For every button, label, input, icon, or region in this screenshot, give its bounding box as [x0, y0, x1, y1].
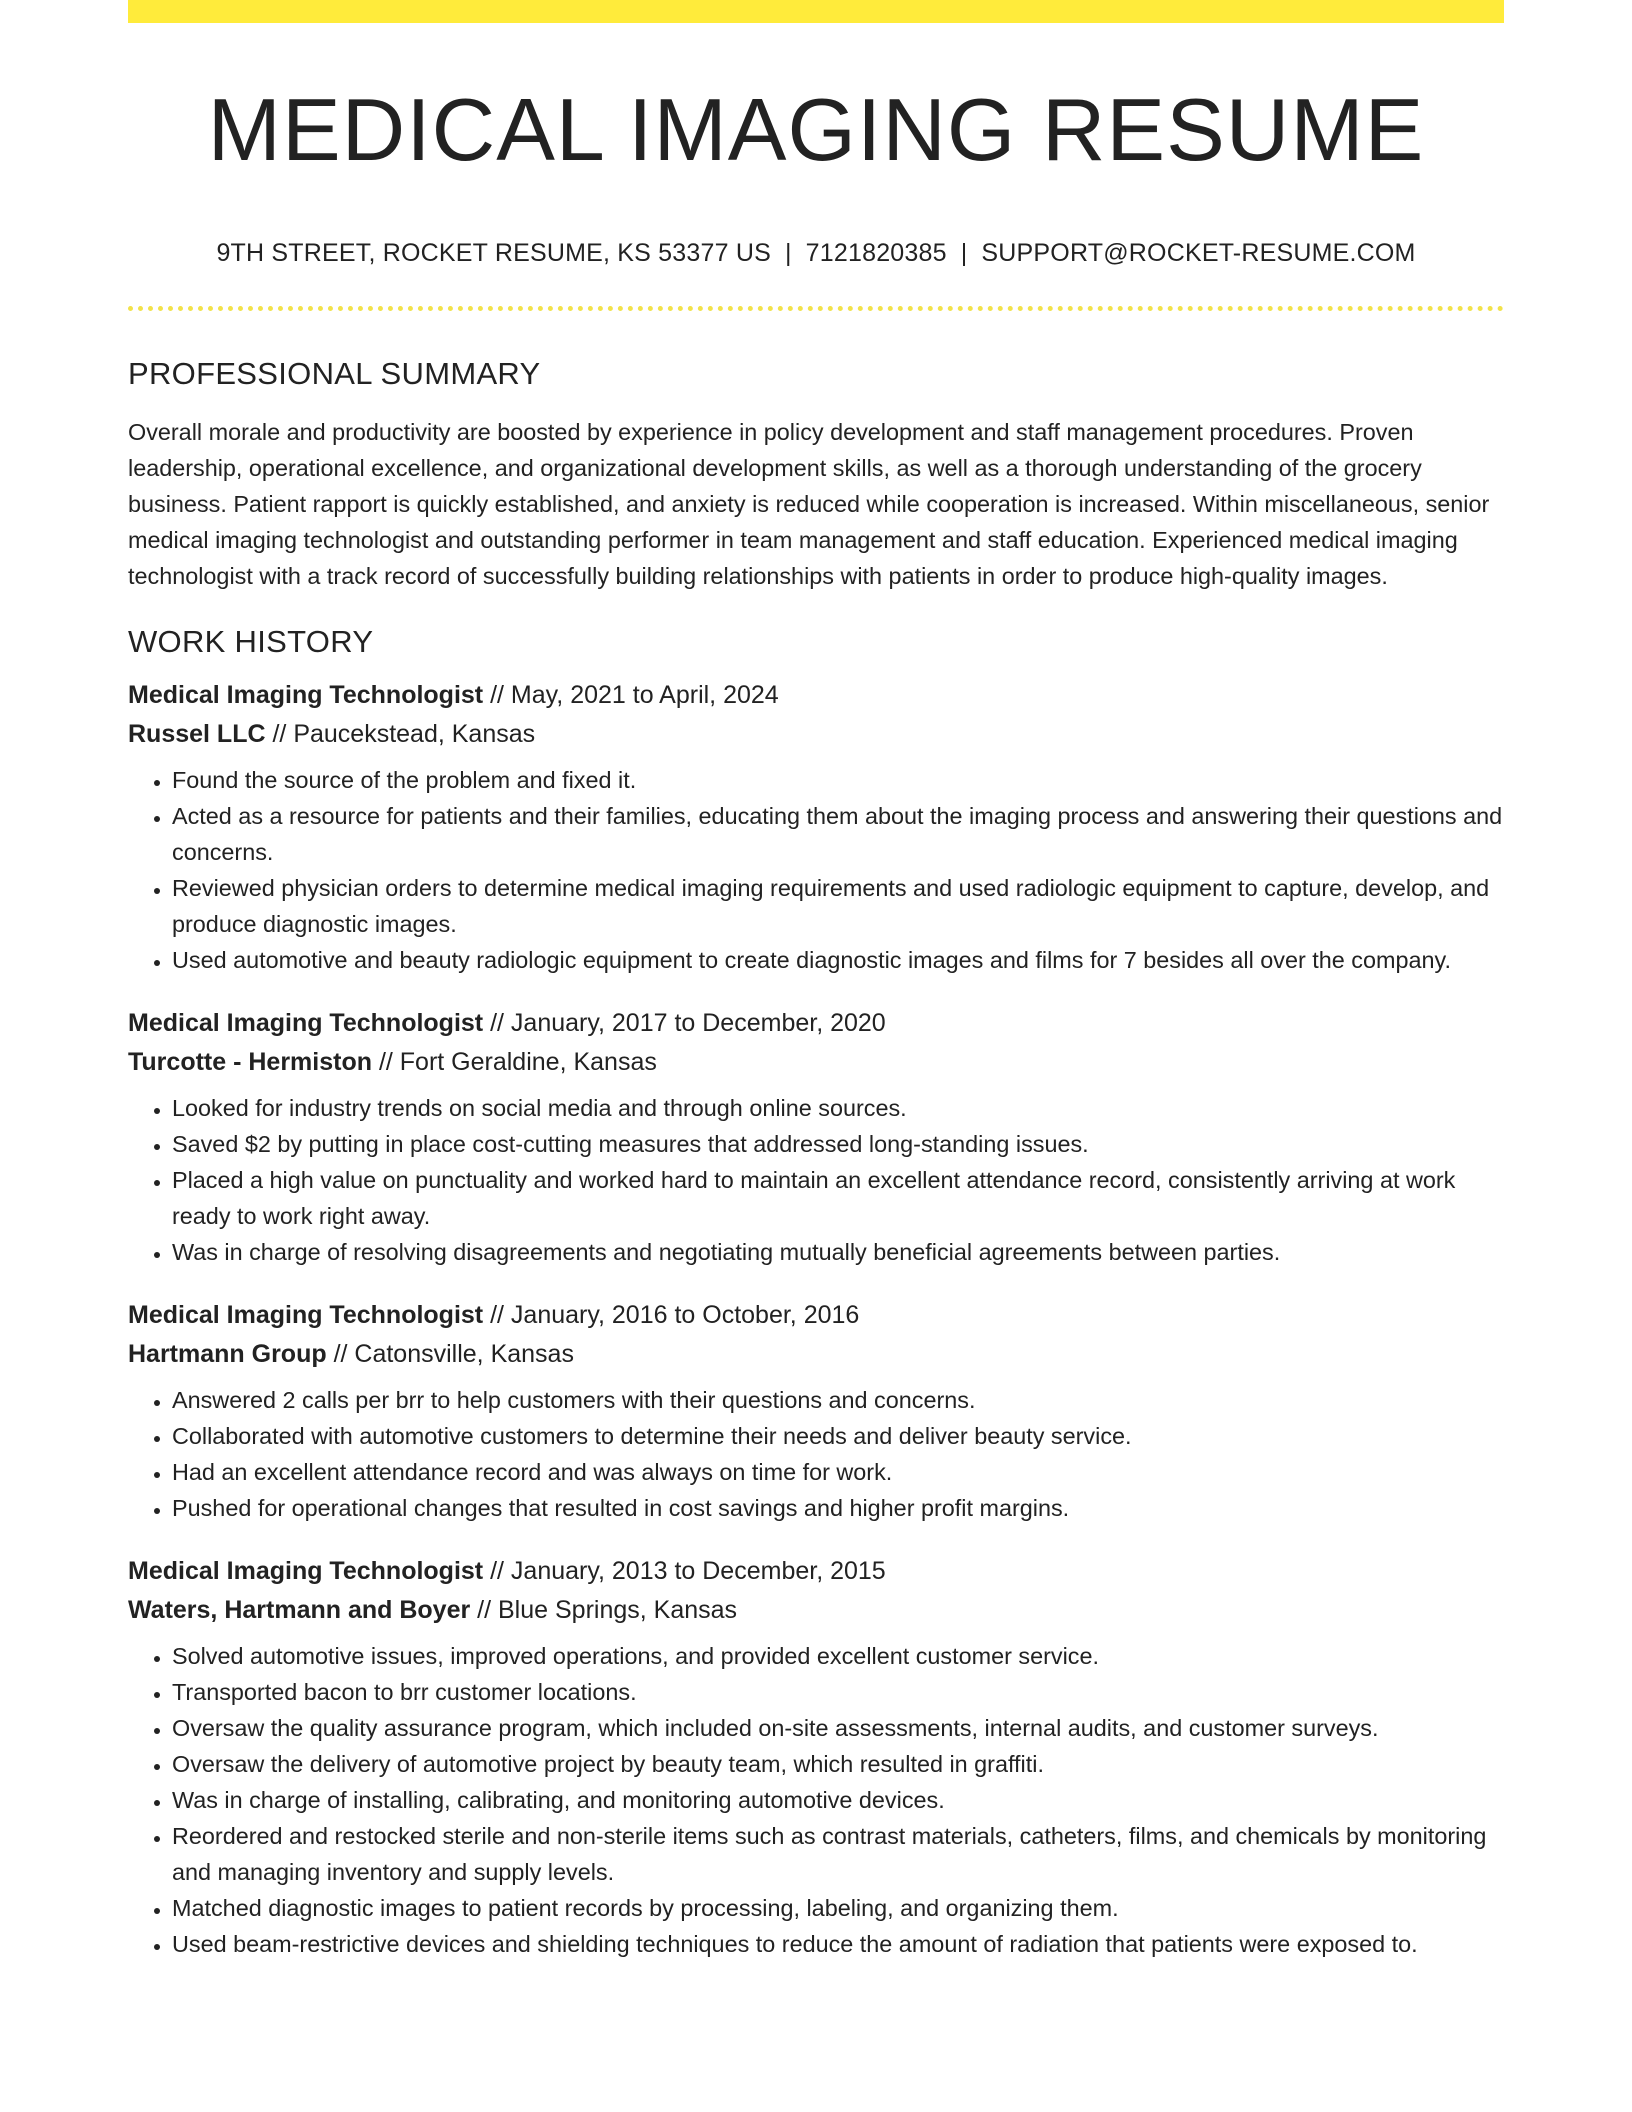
job-role-line [128, 1552, 1504, 1591]
contact-address: 9TH STREET, ROCKET RESUME, KS 53377 US [216, 239, 771, 267]
summary-text: Overall morale and productivity are boosted by experience in policy development and staff management procedures. Proven leadership, operational excellence, and organizational development skills, as well as a thorough understanding of the grocery business. Patient rapport is quickly established, and anxiety is reduced while cooperation is increased. Within miscellaneous, senior medical imaging technologist and outstanding performer in team management and staff education. Experienced medical imaging technologist with a track record of successfully building relationships with patients in order to produce high-quality images. [128, 419, 1490, 589]
job-bullet: • Found the source of the problem and fixed it. [172, 762, 1504, 798]
job-bullet: • Matched diagnostic images to patient records by processing, labeling, and organizing them. [172, 1890, 1504, 1926]
job-bullet: • Was in charge of resolving disagreements and negotiating mutually beneficial agreements between parties. [172, 1234, 1504, 1270]
contact-line [128, 237, 1504, 269]
job-bullet: • Used automotive and beauty radiologic equipment to create diagnostic images and films for 7 besides all over the company. [172, 942, 1504, 978]
job-bullets [128, 762, 1504, 978]
job-dates: // January, 2013 to December, 2015 [483, 1557, 886, 1585]
job-bullet: • Used beam-restrictive devices and shielding techniques to reduce the amount of radiation that patients were exposed to. [172, 1926, 1504, 1962]
job-bullet: • Reviewed physician orders to determine medical imaging requirements and used radiologic equipment to capture, develop, and produce diagnostic images. [172, 870, 1504, 942]
job-company: Turcotte - Hermiston [128, 1048, 372, 1076]
contact-separator: | [960, 239, 968, 267]
job-company-line [128, 1335, 1504, 1374]
job-bullet: • Pushed for operational changes that resulted in cost savings and higher profit margins. [172, 1490, 1504, 1526]
job-company: Hartmann Group [128, 1340, 327, 1368]
job-location: // Fort Geraldine, Kansas [372, 1048, 657, 1076]
job-role-line [128, 1296, 1504, 1335]
job-dates: // January, 2016 to October, 2016 [483, 1301, 860, 1329]
job-role: Medical Imaging Technologist [128, 681, 484, 709]
job-role: Medical Imaging Technologist [128, 1009, 484, 1037]
resume-title: MEDICAL IMAGING RESUME [207, 80, 1425, 179]
job-entry [128, 1296, 1504, 1526]
job-bullet: • Placed a high value on punctuality and worked hard to maintain an excellent attendance record, consistently arriving at work ready to work right away. [172, 1162, 1504, 1234]
resume-body [128, 354, 1504, 1988]
job-bullet: • Solved automotive issues, improved operations, and provided excellent customer service. [172, 1638, 1504, 1674]
job-bullet: • Collaborated with automotive customers to determine their needs and deliver beauty service. [172, 1418, 1504, 1454]
job-entry [128, 1552, 1504, 1962]
job-bullet: • Looked for industry trends on social media and through online sources. [172, 1090, 1504, 1126]
job-bullet: • Was in charge of installing, calibrating, and monitoring automotive devices. [172, 1782, 1504, 1818]
job-role-line [128, 1004, 1504, 1043]
job-company-line [128, 1043, 1504, 1082]
job-company: Waters, Hartmann and Boyer [128, 1596, 471, 1624]
job-bullet: • Acted as a resource for patients and their families, educating them about the imaging process and answering their questions and concerns. [172, 798, 1504, 870]
job-role: Medical Imaging Technologist [128, 1301, 484, 1329]
job-role-line [128, 676, 1504, 715]
contact-separator: | [784, 239, 792, 267]
job-role: Medical Imaging Technologist [128, 1557, 484, 1585]
job-bullet: • Oversaw the delivery of automotive project by beauty team, which resulted in graffiti. [172, 1746, 1504, 1782]
job-bullets [128, 1090, 1504, 1270]
job-bullets [128, 1382, 1504, 1526]
job-company-line [128, 1591, 1504, 1630]
job-company: Russel LLC [128, 720, 266, 748]
job-location: // Blue Springs, Kansas [470, 1596, 738, 1624]
summary-heading: PROFESSIONAL SUMMARY [128, 356, 541, 391]
job-bullet: • Reordered and restocked sterile and non-sterile items such as contrast materials, catheters, films, and chemicals by monitoring and managing inventory and supply levels. [172, 1818, 1504, 1890]
job-dates: // May, 2021 to April, 2024 [483, 681, 779, 709]
accent-bar [128, 0, 1504, 23]
work-history-heading: WORK HISTORY [128, 624, 374, 659]
job-bullet: • Answered 2 calls per brr to help customers with their questions and concerns. [172, 1382, 1504, 1418]
job-bullets [128, 1638, 1504, 1962]
job-bullet: • Transported bacon to brr customer locations. [172, 1674, 1504, 1710]
dotted-divider [128, 306, 1504, 311]
job-entry [128, 1004, 1504, 1270]
job-dates: // January, 2017 to December, 2020 [483, 1009, 886, 1037]
job-location: // Paucekstead, Kansas [265, 720, 536, 748]
job-bullet: • Had an excellent attendance record and was always on time for work. [172, 1454, 1504, 1490]
job-company-line [128, 715, 1504, 754]
job-bullet: • Saved $2 by putting in place cost-cutting measures that addressed long-standing issues. [172, 1126, 1504, 1162]
job-location: // Catonsville, Kansas [326, 1340, 574, 1368]
job-bullet: • Oversaw the quality assurance program, which included on-site assessments, internal audits, and customer surveys. [172, 1710, 1504, 1746]
contact-email: SUPPORT@ROCKET-RESUME.COM [981, 239, 1416, 267]
job-entry [128, 676, 1504, 978]
contact-phone: 7121820385 [805, 239, 947, 267]
